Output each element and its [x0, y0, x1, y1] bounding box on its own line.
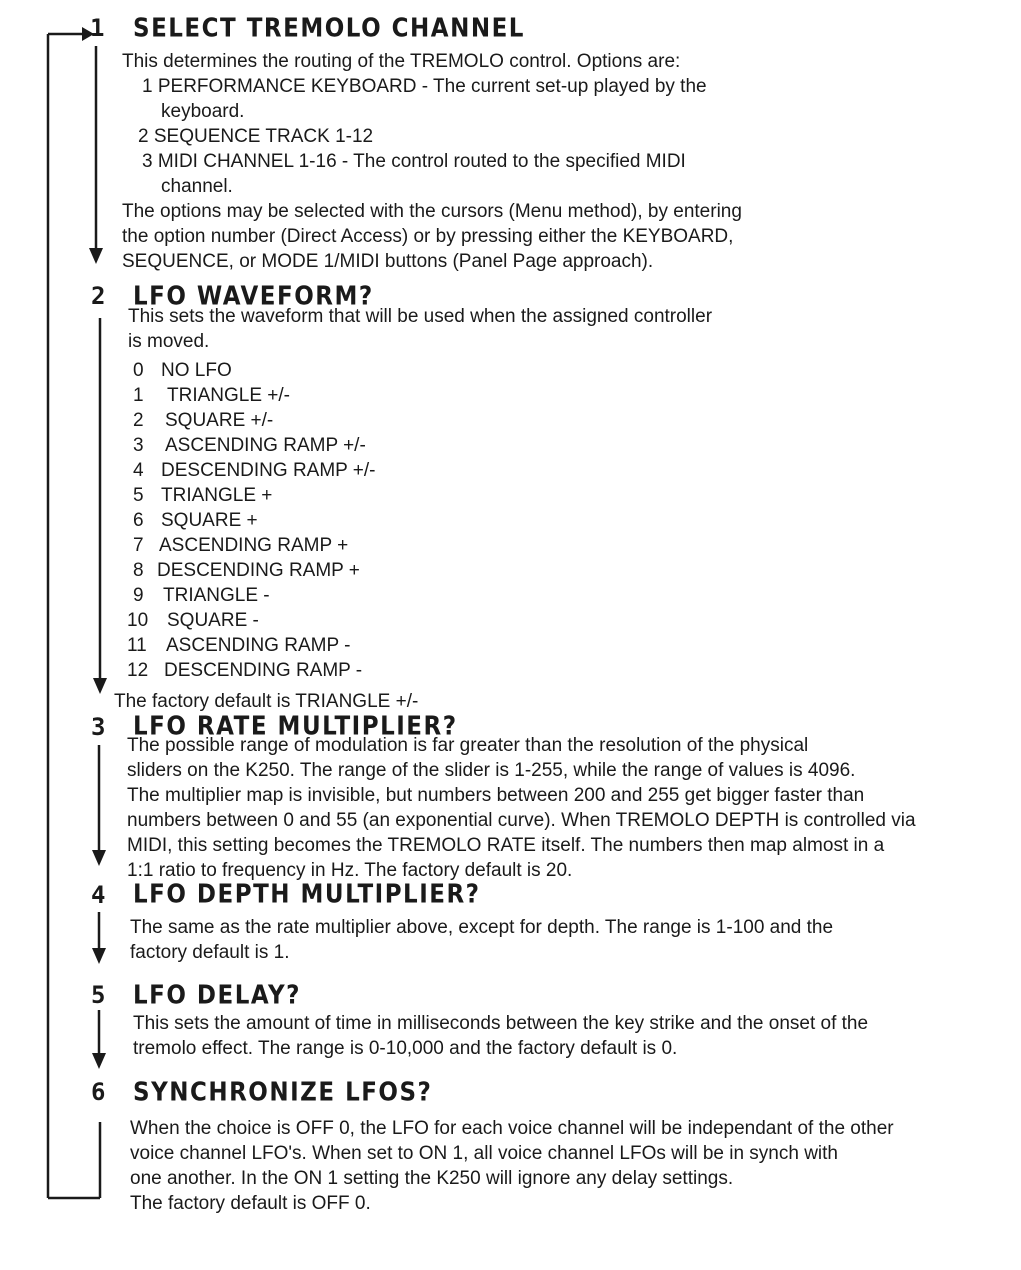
body-text: This determines the routing of the TREMOLO control. Options are: — [122, 51, 681, 72]
waveform-item: 8 DESCENDING RAMP + — [133, 560, 360, 581]
step-number: 6 — [91, 1078, 106, 1106]
step-number: 2 — [91, 282, 106, 310]
option-line: keyboard. — [161, 101, 245, 122]
waveform-item: 2 SQUARE +/- — [133, 410, 274, 431]
section-title: SYNCHRONIZE LFOS? — [133, 1078, 433, 1108]
step-number: 4 — [91, 881, 106, 909]
waveform-item: 7 ASCENDING RAMP + — [133, 535, 349, 556]
body-text: voice channel LFO's. When set to ON 1, all voice channel LFOs will be in synch with — [130, 1143, 839, 1164]
body-text: SEQUENCE, or MODE 1/MIDI buttons (Panel Page approach). — [122, 251, 654, 272]
body-text: sliders on the K250. The range of the slider is 1-255, while the range of values is 4096. — [127, 760, 856, 781]
waveform-item: 9 TRIANGLE - — [133, 585, 270, 606]
waveform-item: 3 ASCENDING RAMP +/- — [133, 435, 366, 456]
body-text: The same as the rate multiplier above, except for depth. The range is 1-100 and the — [130, 917, 834, 938]
waveform-item: 5 TRIANGLE + — [133, 485, 273, 506]
section-title: LFO RATE MULTIPLIER? — [133, 712, 458, 742]
waveform-item: 4 DESCENDING RAMP +/- — [133, 460, 376, 481]
option-line: 3 MIDI CHANNEL 1-16 - The control routed to the specified MIDI — [142, 151, 686, 172]
step-number: 1 — [90, 14, 105, 42]
body-text: When the choice is OFF 0, the LFO for each voice channel will be independant of the other — [130, 1118, 894, 1139]
section-title: LFO DEPTH MULTIPLIER? — [133, 880, 481, 910]
body-text: 1:1 ratio to frequency in Hz. The factory default is 20. — [127, 860, 573, 881]
section-title: LFO DELAY? — [133, 981, 301, 1011]
body-text: is moved. — [128, 331, 210, 352]
waveform-item: 12 DESCENDING RAMP - — [127, 660, 363, 681]
body-text: The multiplier map is invisible, but numbers between 200 and 255 get bigger faster than — [127, 785, 865, 806]
section-title: SELECT TREMOLO CHANNEL — [133, 14, 525, 44]
body-text: The factory default is OFF 0. — [130, 1193, 371, 1214]
body-text: The possible range of modulation is far greater than the resolution of the physical — [127, 735, 809, 756]
option-line: 2 SEQUENCE TRACK 1-12 — [138, 126, 374, 147]
body-text: This sets the amount of time in milliseconds between the key strike and the onset of the — [133, 1013, 869, 1034]
factory-default: The factory default is TRIANGLE +/- — [114, 691, 419, 712]
waveform-item: 0 NO LFO — [133, 360, 232, 381]
body-text: the option number (Direct Access) or by pressing either the KEYBOARD, — [122, 226, 734, 247]
section-title: LFO WAVEFORM? — [133, 282, 374, 312]
body-text: one another. In the ON 1 setting the K250 will ignore any delay settings. — [130, 1168, 734, 1189]
waveform-item: 6 SQUARE + — [133, 510, 258, 531]
body-text: factory default is 1. — [130, 942, 290, 963]
option-line: channel. — [161, 176, 233, 197]
waveform-item: 10 SQUARE - — [127, 610, 259, 631]
body-text: The options may be selected with the cursors (Menu method), by entering — [122, 201, 742, 222]
body-text: tremolo effect. The range is 0-10,000 and the factory default is 0. — [133, 1038, 678, 1059]
step-number: 3 — [91, 713, 106, 741]
body-text: numbers between 0 and 55 (an exponential curve). When TREMOLO DEPTH is controlled via — [127, 810, 916, 831]
waveform-item: 1 TRIANGLE +/- — [133, 385, 290, 406]
waveform-item: 11 ASCENDING RAMP - — [127, 635, 351, 656]
body-text: This sets the waveform that will be used when the assigned controller — [128, 306, 713, 327]
option-line: 1 PERFORMANCE KEYBOARD - The current set-up played by the — [142, 76, 707, 97]
step-number: 5 — [91, 981, 106, 1009]
body-text: MIDI, this setting becomes the TREMOLO RATE itself. The numbers then map almost in a — [127, 835, 885, 856]
